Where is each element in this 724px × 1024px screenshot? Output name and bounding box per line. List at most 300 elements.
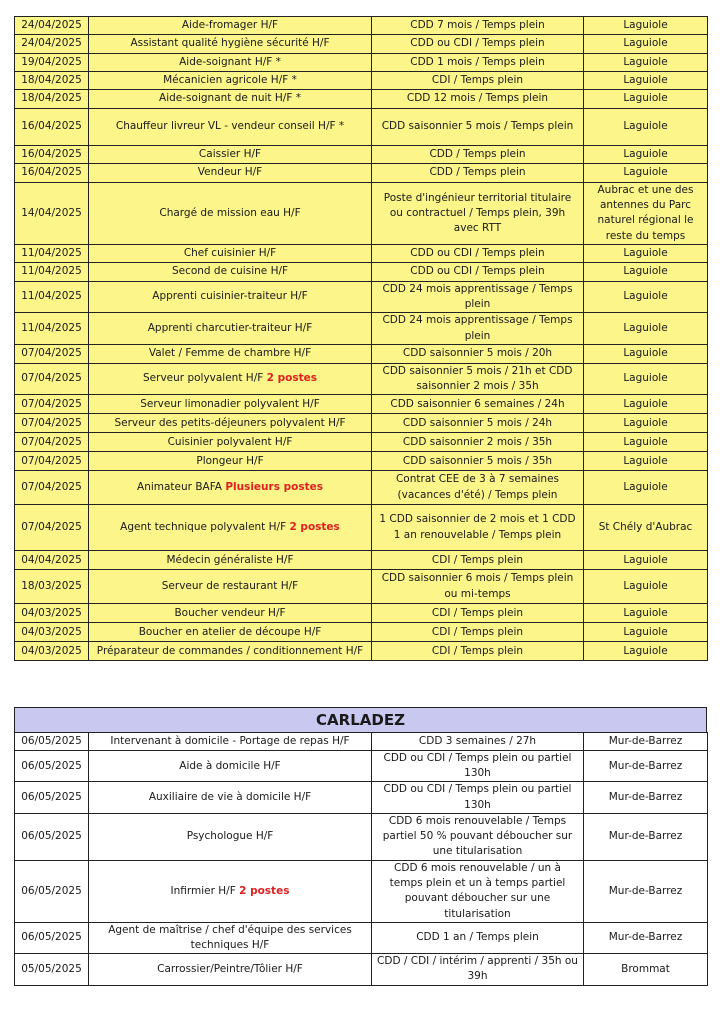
posting-date-text: 04/03/2025 xyxy=(21,625,82,638)
posting-date-text: 18/03/2025 xyxy=(21,580,82,593)
posting-date-text: 04/04/2025 xyxy=(21,553,82,566)
posting-date-text: 07/04/2025 xyxy=(21,454,82,467)
job-location-text: Laguiole xyxy=(623,435,668,448)
posting-date xyxy=(15,183,89,245)
contract-type-text: CDD 3 semaines / 27h xyxy=(418,734,537,747)
job-title xyxy=(89,363,372,394)
posting-date xyxy=(15,733,89,751)
job-location xyxy=(584,262,708,281)
contract-type-text: CDD saisonnier 5 mois / 20h xyxy=(402,347,553,360)
contract-type xyxy=(372,452,584,471)
posting-date-text: 24/04/2025 xyxy=(21,18,82,31)
positions-count-badge: 2 postes xyxy=(289,521,340,534)
job-row xyxy=(15,433,708,452)
job-title xyxy=(89,313,372,344)
contract-type xyxy=(372,35,584,54)
job-title-text: Animateur BAFA xyxy=(137,481,222,494)
job-location xyxy=(584,344,708,363)
job-location-text: St Chély d'Aubrac xyxy=(598,521,693,534)
job-location-text: Laguiole xyxy=(623,147,668,160)
job-row xyxy=(15,733,708,751)
contract-type xyxy=(372,395,584,414)
job-title-text: Auxiliaire de vie à domicile H/F xyxy=(148,791,312,804)
job-row xyxy=(15,551,708,570)
job-row xyxy=(15,642,708,661)
posting-date xyxy=(15,72,89,90)
posting-date xyxy=(15,344,89,363)
job-row xyxy=(15,281,708,312)
job-row xyxy=(15,35,708,54)
contract-type xyxy=(372,183,584,245)
job-row xyxy=(15,146,708,164)
job-row xyxy=(15,395,708,414)
job-location-text: Laguiole xyxy=(623,37,668,50)
job-location xyxy=(584,751,708,782)
job-location-text: Laguiole xyxy=(623,454,668,467)
job-location-text: Laguiole xyxy=(623,120,668,133)
job-title-text: Chargé de mission eau H/F xyxy=(159,206,301,219)
positions-count-badge: 2 postes xyxy=(239,884,290,897)
contract-type-text: CDD 6 mois renouvelable / un à temps plein et un à temps partiel pouvant déboucher sur une titularisation xyxy=(389,861,566,920)
posting-date xyxy=(15,623,89,642)
posting-date-text: 06/05/2025 xyxy=(21,734,82,747)
contract-type-text: CDD saisonnier 2 mois / 35h xyxy=(402,435,553,448)
job-title-text: Assistant qualité hygiène sécurité H/F xyxy=(130,37,330,50)
positions-count-badge: 2 postes xyxy=(266,372,317,385)
contract-type xyxy=(372,751,584,782)
job-location-text: Laguiole xyxy=(623,553,668,566)
contract-type-text: Contrat CEE de 3 à 7 semaines (vacances d'été) / Temps plein xyxy=(395,473,560,501)
contract-type xyxy=(372,313,584,344)
posting-date xyxy=(15,505,89,551)
contract-type-text: CDD 1 an / Temps plein xyxy=(416,931,539,944)
posting-date-text: 16/04/2025 xyxy=(21,147,82,160)
job-location-text: Laguiole xyxy=(623,73,668,86)
posting-date-text: 14/04/2025 xyxy=(21,206,82,219)
job-title xyxy=(89,395,372,414)
contract-type-text: CDD saisonnier 5 mois / 35h xyxy=(402,454,553,467)
posting-date xyxy=(15,164,89,183)
job-location-text: Laguiole xyxy=(623,55,668,68)
contract-type xyxy=(372,433,584,452)
posting-date xyxy=(15,281,89,312)
job-row xyxy=(15,72,708,90)
job-title xyxy=(89,860,372,922)
job-title xyxy=(89,262,372,281)
job-title xyxy=(89,570,372,604)
job-location xyxy=(584,813,708,860)
job-title-text: Serveur de restaurant H/F xyxy=(161,580,299,593)
job-title xyxy=(89,433,372,452)
contract-type-text: CDD 7 mois / Temps plein xyxy=(410,18,545,31)
job-title xyxy=(89,344,372,363)
job-location xyxy=(584,782,708,813)
posting-date-text: 06/05/2025 xyxy=(21,830,82,843)
job-location xyxy=(584,183,708,245)
job-title-text: Serveur des petits-déjeuners polyvalent H/F xyxy=(114,416,346,429)
job-location xyxy=(584,623,708,642)
job-row xyxy=(15,471,708,505)
contract-type-text: CDI / Temps plein xyxy=(431,606,524,619)
job-title-text: Cuisinier polyvalent H/F xyxy=(167,435,293,448)
job-title xyxy=(89,954,372,985)
job-row xyxy=(15,109,708,146)
job-title-text: Vendeur H/F xyxy=(197,166,263,179)
job-title-text: Infirmier H/F xyxy=(170,884,236,897)
job-location xyxy=(584,281,708,312)
job-location-text: Laguiole xyxy=(623,606,668,619)
job-row xyxy=(15,414,708,433)
job-row xyxy=(15,313,708,344)
posting-date xyxy=(15,782,89,813)
job-title-text: Valet / Femme de chambre H/F xyxy=(148,347,312,360)
posting-date-text: 11/04/2025 xyxy=(21,290,82,303)
posting-date-text: 04/03/2025 xyxy=(21,644,82,657)
contract-type xyxy=(372,90,584,109)
job-location-text: Laguiole xyxy=(623,290,668,303)
job-location xyxy=(584,146,708,164)
posting-date-text: 16/04/2025 xyxy=(21,120,82,133)
job-location-text: Laguiole xyxy=(623,481,668,494)
job-location-text: Laguiole xyxy=(623,347,668,360)
job-title xyxy=(89,146,372,164)
job-row xyxy=(15,17,708,35)
positions-count-badge: Plusieurs postes xyxy=(225,481,323,494)
job-location-text: Mur-de-Barrez xyxy=(608,791,683,804)
job-title-text: Boucher vendeur H/F xyxy=(174,606,286,619)
contract-type xyxy=(372,505,584,551)
posting-date-text: 11/04/2025 xyxy=(21,265,82,278)
posting-date-text: 06/05/2025 xyxy=(21,791,82,804)
posting-date-text: 05/05/2025 xyxy=(21,962,82,975)
posting-date xyxy=(15,570,89,604)
contract-type xyxy=(372,54,584,72)
job-title xyxy=(89,922,372,953)
contract-type xyxy=(372,471,584,505)
job-row xyxy=(15,164,708,183)
contract-type-text: CDD ou CDI / Temps plein xyxy=(410,265,545,278)
posting-date xyxy=(15,860,89,922)
job-location xyxy=(584,922,708,953)
job-title-text: Agent de maîtrise / chef d'équipe des services techniques H/F xyxy=(108,923,352,951)
job-row xyxy=(15,813,708,860)
job-title xyxy=(89,452,372,471)
job-row xyxy=(15,782,708,813)
contract-type xyxy=(372,72,584,90)
job-row xyxy=(15,570,708,604)
contract-type xyxy=(372,860,584,922)
job-row xyxy=(15,623,708,642)
job-location xyxy=(584,17,708,35)
job-location-text: Mur-de-Barrez xyxy=(608,830,683,843)
contract-type xyxy=(372,414,584,433)
job-location-text: Laguiole xyxy=(623,372,668,385)
contract-type-text: CDD 12 mois / Temps plein xyxy=(406,92,549,105)
posting-date xyxy=(15,954,89,985)
contract-type-text: CDD saisonnier 5 mois / 24h xyxy=(402,416,553,429)
job-location xyxy=(584,642,708,661)
posting-date-text: 07/04/2025 xyxy=(21,416,82,429)
job-location-text: Brommat xyxy=(621,962,670,975)
job-title-text: Préparateur de commandes / conditionnement H/F xyxy=(96,644,364,657)
job-row xyxy=(15,244,708,262)
posting-date xyxy=(15,90,89,109)
job-title xyxy=(89,733,372,751)
contract-type xyxy=(372,954,584,985)
contract-type-text: CDD ou CDI / Temps plein ou partiel 130h xyxy=(383,752,572,780)
job-location xyxy=(584,363,708,394)
job-title-text: Chef cuisinier H/F xyxy=(183,246,277,259)
contract-type xyxy=(372,244,584,262)
job-title-text: Apprenti charcutier-traiteur H/F xyxy=(147,321,313,334)
job-title xyxy=(89,72,372,90)
posting-date xyxy=(15,751,89,782)
job-row xyxy=(15,90,708,109)
job-location-text: Laguiole xyxy=(623,246,668,259)
contract-type xyxy=(372,109,584,146)
job-row xyxy=(15,183,708,245)
contract-type-text: 1 CDD saisonnier de 2 mois et 1 CDD 1 an renouvelable / Temps plein xyxy=(379,513,576,541)
posting-date-text: 07/04/2025 xyxy=(21,372,82,385)
posting-date xyxy=(15,54,89,72)
posting-date xyxy=(15,395,89,414)
contract-type-text: CDI / Temps plein xyxy=(431,644,524,657)
contract-type xyxy=(372,813,584,860)
job-row xyxy=(15,452,708,471)
job-title xyxy=(89,414,372,433)
job-title xyxy=(89,604,372,623)
posting-date xyxy=(15,551,89,570)
posting-date xyxy=(15,604,89,623)
posting-date-text: 06/05/2025 xyxy=(21,759,82,772)
posting-date-text: 18/04/2025 xyxy=(21,92,82,105)
job-location xyxy=(584,244,708,262)
job-location xyxy=(584,164,708,183)
job-location xyxy=(584,90,708,109)
job-title xyxy=(89,35,372,54)
posting-date-text: 11/04/2025 xyxy=(21,321,82,334)
posting-date-text: 07/04/2025 xyxy=(21,435,82,448)
job-title-text: Apprenti cuisinier-traiteur H/F xyxy=(152,290,308,303)
contract-type xyxy=(372,344,584,363)
contract-type-text: CDI / Temps plein xyxy=(431,553,524,566)
job-location-text: Laguiole xyxy=(623,644,668,657)
job-row xyxy=(15,922,708,953)
contract-type xyxy=(372,922,584,953)
job-row xyxy=(15,860,708,922)
job-location xyxy=(584,505,708,551)
contract-type-text: CDD saisonnier 5 mois / 21h et CDD saisonnier 2 mois / 35h xyxy=(382,364,573,392)
job-title xyxy=(89,813,372,860)
contract-type-text: CDD 24 mois apprentissage / Temps plein xyxy=(382,314,573,342)
job-location xyxy=(584,395,708,414)
posting-date-text: 07/04/2025 xyxy=(21,397,82,410)
contract-type xyxy=(372,363,584,394)
job-location-text: Mur-de-Barrez xyxy=(608,931,683,944)
job-location xyxy=(584,35,708,54)
section-heading-carladez: CARLADEZ xyxy=(14,707,707,732)
job-title xyxy=(89,551,372,570)
job-row xyxy=(15,54,708,72)
job-title-text: Mécanicien agricole H/F * xyxy=(163,73,297,86)
job-location xyxy=(584,570,708,604)
job-title xyxy=(89,54,372,72)
job-location-text: Laguiole xyxy=(623,321,668,334)
contract-type xyxy=(372,17,584,35)
job-title xyxy=(89,183,372,245)
job-title xyxy=(89,164,372,183)
job-row xyxy=(15,954,708,985)
laguiole-jobs-table xyxy=(14,16,708,661)
job-title-text: Aide à domicile H/F xyxy=(179,759,281,772)
contract-type xyxy=(372,604,584,623)
job-title xyxy=(89,505,372,551)
contract-type-text: CDD / Temps plein xyxy=(429,147,526,160)
contract-type xyxy=(372,164,584,183)
job-location xyxy=(584,109,708,146)
job-title-text: Caissier H/F xyxy=(198,147,262,160)
posting-date xyxy=(15,17,89,35)
job-title xyxy=(89,17,372,35)
contract-type-text: Poste d'ingénieur territorial titulaire ou contractuel / Temps plein, 39h avec RTT xyxy=(383,191,572,235)
job-title xyxy=(89,90,372,109)
contract-type xyxy=(372,623,584,642)
job-location xyxy=(584,414,708,433)
posting-date xyxy=(15,471,89,505)
contract-type xyxy=(372,262,584,281)
job-title-text: Carrossier/Peintre/Tôlier H/F xyxy=(157,962,303,975)
job-title-text: Boucher en atelier de découpe H/F xyxy=(138,625,322,638)
job-location-text: Aubrac et une des antennes du Parc naturel régional le reste du temps xyxy=(597,184,694,242)
posting-date-text: 07/04/2025 xyxy=(21,347,82,360)
contract-type-text: CDD ou CDI / Temps plein xyxy=(410,37,545,50)
job-location-text: Laguiole xyxy=(623,92,668,105)
job-location xyxy=(584,733,708,751)
job-location-text: Mur-de-Barrez xyxy=(608,734,683,747)
job-location-text: Laguiole xyxy=(623,625,668,638)
posting-date-text: 07/04/2025 xyxy=(21,521,82,534)
contract-type xyxy=(372,782,584,813)
job-row xyxy=(15,505,708,551)
posting-date xyxy=(15,313,89,344)
posting-date-text: 24/04/2025 xyxy=(21,37,82,50)
contract-type xyxy=(372,551,584,570)
posting-date xyxy=(15,433,89,452)
contract-type-text: CDD ou CDI / Temps plein ou partiel 130h xyxy=(383,783,572,811)
posting-date-text: 19/04/2025 xyxy=(21,55,82,68)
contract-type-text: CDI / Temps plein xyxy=(431,73,524,86)
contract-type xyxy=(372,733,584,751)
job-title xyxy=(89,109,372,146)
contract-type-text: CDD ou CDI / Temps plein xyxy=(410,246,545,259)
job-title xyxy=(89,244,372,262)
job-title xyxy=(89,751,372,782)
posting-date xyxy=(15,146,89,164)
job-location xyxy=(584,54,708,72)
contract-type-text: CDD 1 mois / Temps plein xyxy=(410,55,545,68)
job-title xyxy=(89,782,372,813)
contract-type-text: CDD saisonnier 6 semaines / 24h xyxy=(390,397,565,410)
job-location-text: Laguiole xyxy=(623,416,668,429)
contract-type-text: CDD / CDI / intérim / apprenti / 35h ou 39h xyxy=(377,955,578,983)
posting-date-text: 06/05/2025 xyxy=(21,931,82,944)
job-title-text: Aide-soignant H/F * xyxy=(179,55,281,68)
contract-type-text: CDD saisonnier 5 mois / Temps plein xyxy=(381,120,574,133)
posting-date xyxy=(15,244,89,262)
posting-date xyxy=(15,109,89,146)
job-location-text: Laguiole xyxy=(623,166,668,179)
contract-type-text: CDD 6 mois renouvelable / Temps partiel 50 % pouvant déboucher sur une titularisation xyxy=(382,815,573,858)
posting-date xyxy=(15,642,89,661)
job-title-text: Chauffeur livreur VL - vendeur conseil H/F * xyxy=(115,120,345,133)
job-title-text: Aide-fromager H/F xyxy=(181,18,279,31)
job-row xyxy=(15,344,708,363)
job-location-text: Laguiole xyxy=(623,397,668,410)
job-title-text: Second de cuisine H/F xyxy=(171,265,289,278)
job-title-text: Aide-soignant de nuit H/F * xyxy=(159,92,301,105)
contract-type-text: CDI / Temps plein xyxy=(431,625,524,638)
job-location xyxy=(584,954,708,985)
job-title-text: Serveur polyvalent H/F xyxy=(143,372,264,385)
job-title xyxy=(89,471,372,505)
job-location xyxy=(584,313,708,344)
job-location-text: Laguiole xyxy=(623,580,668,593)
job-location xyxy=(584,72,708,90)
posting-date xyxy=(15,452,89,471)
job-title xyxy=(89,642,372,661)
job-location xyxy=(584,551,708,570)
job-location xyxy=(584,452,708,471)
job-row xyxy=(15,604,708,623)
job-location xyxy=(584,471,708,505)
job-location-text: Mur-de-Barrez xyxy=(608,759,683,772)
posting-date-text: 16/04/2025 xyxy=(21,166,82,179)
job-location xyxy=(584,604,708,623)
job-title-text: Serveur limonadier polyvalent H/F xyxy=(140,397,320,410)
posting-date xyxy=(15,35,89,54)
job-location xyxy=(584,433,708,452)
job-title-text: Agent technique polyvalent H/F xyxy=(120,521,287,534)
job-title xyxy=(89,281,372,312)
job-row xyxy=(15,262,708,281)
contract-type xyxy=(372,642,584,661)
contract-type-text: CDD 24 mois apprentissage / Temps plein xyxy=(382,282,573,311)
contract-type-text: CDD / Temps plein xyxy=(429,166,526,179)
job-title xyxy=(89,623,372,642)
posting-date xyxy=(15,414,89,433)
posting-date-text: 04/03/2025 xyxy=(21,606,82,619)
job-title-text: Psychologue H/F xyxy=(186,830,274,843)
job-title-text: Médecin généraliste H/F xyxy=(166,553,294,566)
posting-date xyxy=(15,922,89,953)
job-location-text: Mur-de-Barrez xyxy=(608,884,683,897)
posting-date-text: 11/04/2025 xyxy=(21,246,82,259)
posting-date xyxy=(15,363,89,394)
posting-date xyxy=(15,813,89,860)
job-location-text: Laguiole xyxy=(623,265,668,278)
job-location xyxy=(584,860,708,922)
contract-type xyxy=(372,146,584,164)
posting-date-text: 07/04/2025 xyxy=(21,481,82,494)
job-row xyxy=(15,751,708,782)
job-title-text: Plongeur H/F xyxy=(196,454,264,467)
posting-date-text: 06/05/2025 xyxy=(21,884,82,897)
job-location-text: Laguiole xyxy=(623,18,668,31)
carladez-jobs-table xyxy=(14,732,708,986)
contract-type-text: CDD saisonnier 6 mois / Temps plein ou mi-temps xyxy=(381,572,574,600)
contract-type xyxy=(372,570,584,604)
job-row xyxy=(15,363,708,394)
